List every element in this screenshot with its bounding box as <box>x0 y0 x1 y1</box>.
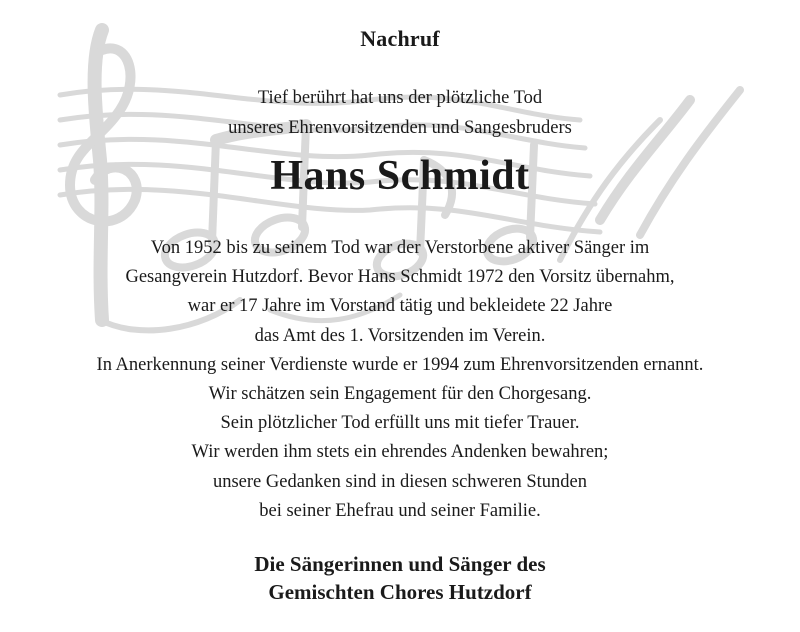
body-line: Von 1952 bis zu seinem Tod war der Verstorbene aktiver Sänger im <box>150 238 650 258</box>
body-line: Sein plötzlicher Tod erfüllt uns mit tiefer Trauer. <box>220 413 580 434</box>
body-line: Wir schätzen sein Engagement für den Chorgesang. <box>208 384 592 405</box>
body-line: In Anerkennung seiner Verdienste wurde er 1994 zum Ehrenvorsitzenden ernannt. <box>96 354 704 375</box>
intro-line: Tief berührt hat uns der plötzliche Tod <box>257 88 543 108</box>
body-line: bei seiner Ehefrau und seiner Familie. <box>259 500 541 521</box>
notice-heading: Nachruf <box>360 26 440 51</box>
signature-block <box>0 550 800 606</box>
deceased-name: Hans Schmidt <box>270 153 530 199</box>
body-line: unsere Gedanken sind in diesen schweren Stunden <box>212 471 587 492</box>
body-line: das Amt des 1. Vorsitzenden im Verein. <box>254 325 546 346</box>
intro-line: unseres Ehrenvorsitzenden und Sangesbruders <box>228 118 572 138</box>
intro-text <box>0 83 800 143</box>
signature-line: Gemischten Chores Hutzdorf <box>268 580 532 604</box>
body-line: Gesangverein Hutzdorf. Bevor Hans Schmidt 1972 den Vorsitz übernahm, <box>125 267 675 288</box>
body-line: Wir werden ihm stets ein ehrendes Andenken bewahren; <box>191 442 609 463</box>
obituary-body <box>0 234 800 526</box>
signature-line: Die Sängerinnen und Sänger des <box>254 552 546 576</box>
body-line: war er 17 Jahre im Vorstand tätig und bekleidete 22 Jahre <box>187 296 613 317</box>
